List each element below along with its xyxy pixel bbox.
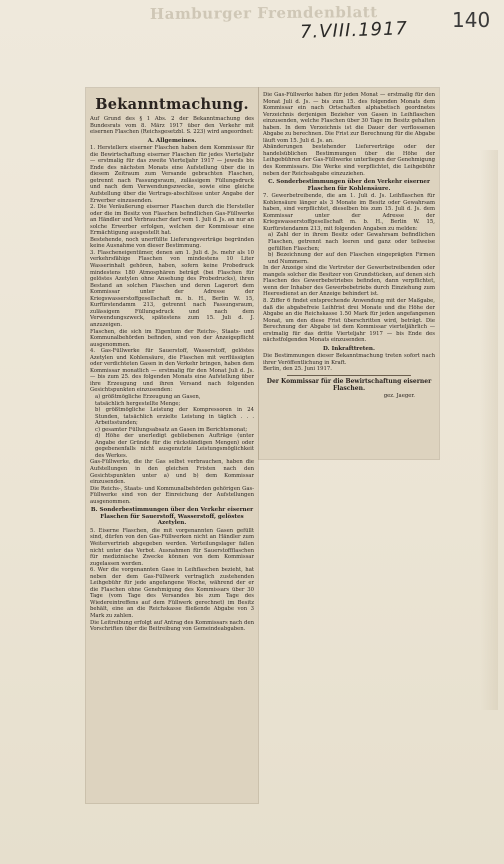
paragraph-3b: Flaschen, die sich im Eigentum der Reichs-, Staats- und Kommunalbehörden befinden, sind von der Anzeigepflicht ausgenommen. — [90, 328, 254, 348]
paper-stain — [480, 150, 498, 710]
section-heading-b: B. Sonderbestimmungen über den Verkehr eiserner Flaschen für Sauerstoff, Wasserstoff, gelöstes Azetylen. — [90, 507, 254, 527]
signature-name: gez. Jaeger. — [383, 392, 415, 399]
paragraph-5: 5. Eiserne Flaschen, die mit vorgenannten Gasen gefüllt sind, dürfen von den Gas-Füllwerken nicht an Händler zum Weitervertrieb abgegeben werden. Verteilungslager fallen nicht unter das Verbot. Ausnahmen für Sauerstoffflaschen für medizinische Zwecke können von dem Kommissar zugelassen werden. — [90, 527, 254, 567]
list-item: a) Zahl der in ihrem Besitz oder Gewahrsam befindlichen Flaschen, getrennt nach leeren und ganz oder teilweise gefüllten Flaschen; — [268, 232, 435, 252]
handwritten-page-number: 140 — [452, 8, 491, 32]
list-item: d) Höhe der unerledigt gebliebenen Aufträge (unter Angabe der Gründe für die rückständigen Mengen) oder gegebenenfalls nicht ausgenutzte Leistungsmöglichkeit des Werkes. — [95, 433, 254, 459]
list-item: a) größtmögliche Erzeugung an Gasen, — [95, 393, 201, 400]
paragraph-r1: Die Gas-Füllwerke haben für jeden Monat — erstmalig für den Monat Juli d. Js. — bis zum 15. des folgenden Monats dem Kommissar ein nach Ortschaften alphabetisch geordnetes Verzeichnis derjenigen Bezieher von Gasen in Leihflaschen einzusenden, welche Flaschen über 30 Tage im Besitz gehalten haben. In dem Verzeichnis ist die Dauer der verflossenen Abgabe zu berechnen. Die Frist zur Berechnung für die Abgabe läuft vom 15. Juli d. Js. an. — [263, 92, 435, 144]
section-heading-c: C. Sonderbestimmungen über den Verkehr eiserner Flaschen für Kohlensäure. — [268, 179, 430, 192]
paragraph-9: Die Bestimmungen dieser Bekanntmachung treten sofort nach ihrer Veröffentlichung in Kraft. — [263, 353, 435, 366]
announcement-title: Bekanntmachung. — [95, 96, 249, 113]
list-item: tatsächlich hergestellte Menge; — [95, 400, 181, 407]
divider — [287, 375, 411, 376]
section-heading-d: D. Inkrafttreten. — [323, 345, 375, 352]
place-date-line: Berlin, den 25. Juni 1917. — [263, 366, 332, 373]
paragraph-4: 4. Gas-Füllwerke für Sauerstoff, Wasserstoff, gelöstes Azetylen und Kohlensäure, die Flaschen mit verflüssigten oder verdichteten Gasen in den Verkehr bringen, haben dem Kommissar monatlich — erstmalig für den Monat Juli d. Js. — bis zum 25. des folgenden Monats eine Aufstellung über ihre Erzeugung und ihren Versand nach folgenden Gesichtspunkten einzusenden: — [90, 348, 254, 394]
paragraph-4b: Gas-Füllwerke, die ihr Gas selbst verbrauchen, haben die Aufstellungen in den gleichen Fristen nach den Gesichtspunkten unter a) und b) dem Kommissar einzusenden. — [90, 459, 254, 486]
paragraph-1: 1. Herstellerx eiserner Flaschen haben dem Kommissar für die Bewirtschaftung eiserner Flaschen für jedes Vierteljahr — erstmalig für das zweite Vierteljahr 1917 — jeweils bis Ende des nächsten Monats eine Aufstellung über die in diesem Zeitraum zum Versande gebrachten Flaschen, getrennt nach Fassungsraum, zulässigem Füllungsdruck und nach dem Verwendungszwecke, sowie eine gleiche Aufstellung über die Vertrags-abschlüsse unter Angabe der Erwerber einzusenden. — [90, 145, 254, 204]
paragraph-2: 2. Die Veräußerung eiserner Flaschen durch die Hersteller oder die im Besitz von Flaschen befindlichen Gas-Füllwerke an Händler und Verbraucher darf vom 1. Juli d. Js. an nur an solche Erwerber erfolgen, welchen der Kommissar eine Ermächtigung ausgestellt hat. — [90, 204, 254, 237]
list-item: b) größtmögliche Leistung der Kompressoren in 24 Stunden, tatsächlich erzielte Leistung in täglich . . . Arbeitsstunden; — [95, 407, 254, 427]
list-item: c) gesamter Füllungsabsatz an Gasen im Berichtsmonat; — [95, 426, 248, 433]
paragraph-6: 6. Wer die vorgenannten Gase in Leihflaschen bezieht, hat neben der dem Gas-Füllwerk vertraglich zustehenden Leihgebühr für jede angefangene Woche, während der er die Flaschen ohne Genehmigung des Kommissars über 30 Tage (vom Tage des Versandes bis zum Tage des Wiedereintreffens auf dem Füllwerk gerechnet) im Besitz behält, eine an die Reichskasse fließende Abgabe von 3 Mark zu zahlen. — [90, 567, 254, 620]
list-item: b) Bezeichnung der auf den Flaschen eingeprägten Firmen und Nummern. — [268, 252, 435, 265]
paragraph-4c: Die Reichs-, Staats- und Kommunalbehörden gehörigen Gas-Füllwerke sind von der Einreichung der Aufstellungen ausgenommen. — [90, 485, 254, 505]
announcement-column-left — [90, 92, 254, 800]
paragraph-8: 8. Ziffer 6 findet entsprechende Anwendung mit der Maßgabe, daß die abgabefreie Leihfrist drei Monate und die Höhe der Abgabe an die Reichskasse 1.50 Mark für jeden angefangenen Monat, um den diese Frist überschritten wird, beträgt. Die Berechnung der Abgabe ist dem Kommissar vierteljährlich — erstmalig für das dritte Vierteljahr 1917 — bis Ende des nächstfolgenden Monats einzusenden. — [263, 297, 435, 344]
paragraph-6b: Die Leitreibung erfolgt auf Antrag des Kommissars nach den Vorschriften über die Beitreibung von Gemeindeabgaben. — [90, 619, 254, 633]
announcement-column-right — [263, 92, 435, 456]
paragraph-r1b: Abänderungen bestehender Lieferverträge oder der handelsüblichen Bestimmungen über die Höhe der Leihgebühren der Gas-Füllwerke unterliegen der Genehmigung des Kommissars. Die Werke sind verpflichtet, die Leihgebühr neben der Reichsabgabe einzuziehen. — [263, 144, 435, 177]
newspaper-masthead: Hamburger Fremdenblatt — [149, 3, 378, 24]
handwritten-date: 7.VIII.1917 — [299, 18, 409, 43]
signature-title: Der Kommissar für die Bewirtschaftung eiserner Flaschen. — [266, 377, 432, 393]
announcement-intro: Auf Grund des § 1 Abs. 2 der Bekanntmachung des Bundesrats vom 8. März 1917 über den Verkehr mit eisernen Flaschen (Reichsgesetzbl. S. 223) wird angeordnet: — [90, 116, 254, 136]
paragraph-7b: In der Anzeige sind die Vertreter der Gewerbetreibenden oder mangels solcher die Besitzer von Grundstücken, auf denen sich Flaschen des Gewerbebetriebes befinden, dann verpflichtet, wenn der Inhaber des Gewerbebetriebs durch Einziehung zum Heeresdienst an der Anzeige behindert ist. — [263, 265, 435, 298]
paragraph-7: 7. Gewerbetreibende, die am 1. Juli d. Js. Leihflaschen für Kohlensäure länger als 3 Monate im Besitz oder Gewahrsam haben, sind verpflichtet, dieselben bis zum 15. Juli d. Js. dem Kommissar unter der Adresse der Kriegswasserstoffgesellschaft m. b. H., Berlin W. 15, Kurfürstendamm 213, mit folgenden Angaben zu melden: — [263, 193, 435, 232]
paragraph-3: 3. Flascheneigentümer, denen am 1. Juli d. Js. mehr als 10 verkehrsfähige Flaschen von mindestens 10 Liter Wasserinhalt gehören, haben, sofern keine Probedruck mindestens 180 Atmosphären beträgt (bei Flaschen für gelöstes Azetylen ohne Ansehung des Probedrucks), ihren Bestand an solchen Flaschen und deren Lagerort dem Kommissar unter der Adresse der Kriegswasserstoffgesellschaft m. b. H., Berlin W. 15, Kurfürstendamm 213, getrennt nach Fassungsraum, zulässigem Füllungsdruck und nach dem Verwendungszweck, spätestens zum 15. Juli d. J. anzuzeigen. — [90, 249, 254, 328]
section-heading-a: A. Allgemeines. — [147, 137, 197, 144]
paragraph-2b: Bestehende, noch unerfüllte Lieferungsverträge begründen keine Ausnahme von dieser Bestimmung. — [90, 236, 254, 250]
